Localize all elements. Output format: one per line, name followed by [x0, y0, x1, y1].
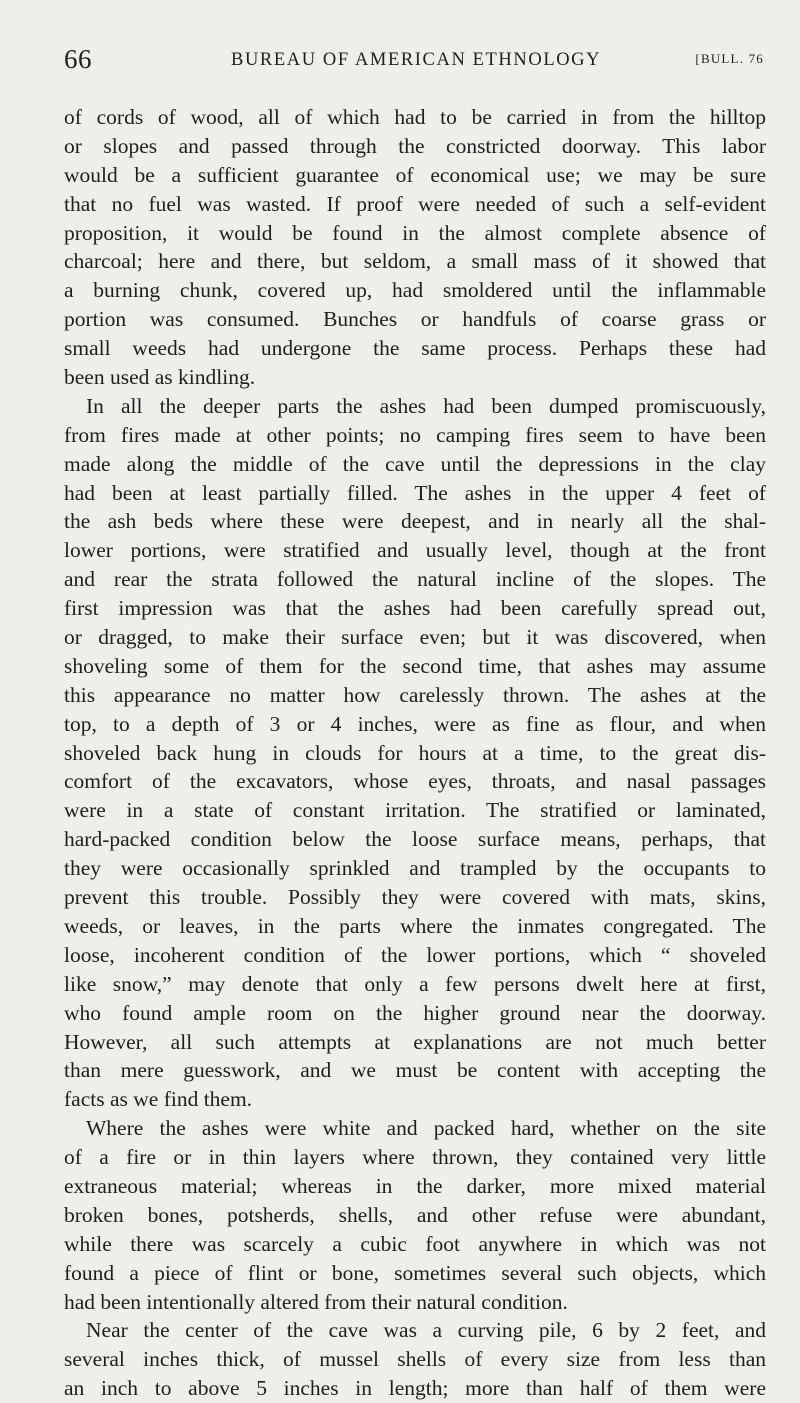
text-line: shoveled back hung in clouds for hours at a time, to the great dis-: [64, 740, 766, 765]
text-line: proposition, it would be found in the almost complete absence of: [64, 220, 766, 245]
text-line: In all the deeper parts the ashes had been dumped promiscuously,: [86, 393, 766, 418]
text-line: a burning chunk, covered up, had smoldered until the inflammable: [64, 278, 766, 303]
text-line: while there was scarcely a cubic foot anywhere in which was not: [64, 1231, 766, 1256]
text-line: first impression was that the ashes had been carefully spread out,: [64, 596, 766, 621]
bulletin-number: [BULL. 76: [695, 51, 764, 66]
text-line: had been intentionally altered from their natural condition.: [64, 1289, 568, 1314]
page-number: 66: [64, 44, 92, 74]
text-line: they were occasionally sprinkled and trampled by the occupants to: [64, 856, 766, 881]
body-text: [64, 103, 766, 1403]
text-line: prevent this trouble. Possibly they were covered with mats, skins,: [64, 885, 766, 910]
text-line: who found ample room on the higher ground near the doorway.: [64, 1000, 766, 1025]
text-line: an inch to above 5 inches in length; more than half of them were: [64, 1376, 766, 1401]
text-line: like snow,” may denote that only a few persons dwelt here at first,: [64, 971, 766, 996]
text-line: comfort of the excavators, whose eyes, throats, and nasal passages: [64, 769, 766, 794]
text-line: the ash beds where these were deepest, and in nearly all the shal-: [64, 509, 766, 534]
text-line: would be a sufficient guarantee of economical use; we may be sure: [64, 162, 766, 187]
text-line: However, all such attempts at explanations are not much better: [64, 1029, 766, 1054]
text-line: of a fire or in thin layers where thrown, they contained very little: [64, 1145, 766, 1170]
text-line: of cords of wood, all of which had to be carried in from the hilltop: [64, 105, 766, 129]
text-line: were in a state of constant irritation. The stratified or laminated,: [64, 798, 766, 823]
text-line: from fires made at other points; no camping fires seem to have been: [64, 422, 766, 447]
text-line: that no fuel was wasted. If proof were needed of such a self-evident: [64, 191, 766, 216]
text-line: broken bones, potsherds, shells, and other refuse were abundant,: [64, 1202, 766, 1227]
text-line: top, to a depth of 3 or 4 inches, were as fine as flour, and when: [64, 711, 766, 736]
text-line: found a piece of flint or bone, sometimes several such objects, which: [64, 1260, 766, 1285]
running-title: BUREAU OF AMERICAN ETHNOLOGY: [231, 50, 602, 70]
text-line: made along the middle of the cave until the depressions in the clay: [64, 451, 766, 476]
text-line: or slopes and passed through the constricted doorway. This labor: [64, 133, 766, 158]
text-line: lower portions, were stratified and usually level, though at the front: [64, 538, 766, 563]
text-line: portion was consumed. Bunches or handfuls of coarse grass or: [64, 307, 766, 332]
text-line: this appearance no matter how carelessly thrown. The ashes at the: [64, 682, 766, 707]
text-line: loose, incoherent condition of the lower portions, which “ shoveled: [64, 942, 766, 967]
text-line: shoveling some of them for the second time, that ashes may assume: [64, 653, 766, 678]
text-line: weeds, or leaves, in the parts where the inmates congregated. The: [64, 913, 766, 938]
text-line: had been at least partially filled. The ashes in the upper 4 feet of: [64, 480, 766, 505]
text-line: several inches thick, of mussel shells of every size from less than: [64, 1347, 766, 1372]
text-line: Near the center of the cave was a curving pile, 6 by 2 feet, and: [86, 1318, 766, 1343]
text-line: than mere guesswork, and we must be content with accepting the: [64, 1058, 766, 1083]
text-line: or dragged, to make their surface even; but it was discovered, when: [64, 625, 766, 650]
text-line: small weeds had undergone the same process. Perhaps these had: [64, 336, 766, 361]
text-line: Where the ashes were white and packed hard, whether on the site: [86, 1116, 766, 1141]
text-line: charcoal; here and there, but seldom, a small mass of it showed that: [64, 249, 766, 274]
text-line: been used as kindling.: [64, 365, 256, 390]
text-line: extraneous material; whereas in the darker, more mixed material: [64, 1173, 766, 1198]
text-line: hard-packed condition below the loose surface means, perhaps, that: [64, 827, 766, 852]
text-line: facts as we find them.: [64, 1087, 253, 1112]
running-header: [64, 44, 764, 78]
text-line: and rear the strata followed the natural incline of the slopes. The: [64, 567, 766, 592]
